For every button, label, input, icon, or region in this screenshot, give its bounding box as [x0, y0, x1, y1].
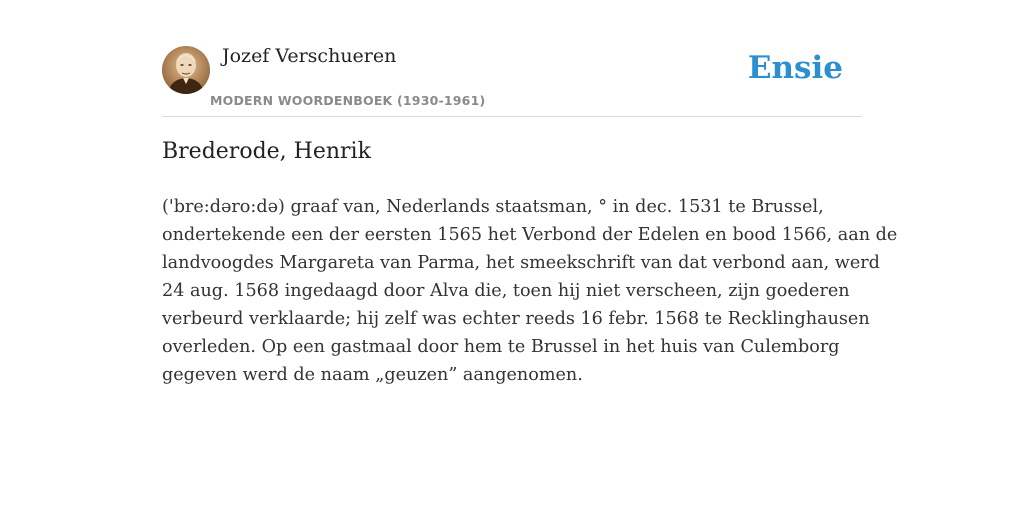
brand-logo[interactable]: Ensie	[747, 50, 843, 86]
author-name[interactable]: Jozef Verschueren	[222, 45, 397, 67]
entry-body-line: landvoogdes Margareta van Parma, het smeekschrift van dat verbond aan, werd	[162, 253, 880, 273]
entry-body-line: overleden. Op een gastmaal door hem te Brussel in het huis van Culemborg	[162, 337, 840, 357]
entry-title: Brederode, Henrik	[162, 139, 371, 164]
page	[162, 0, 898, 385]
entry-body	[162, 193, 898, 389]
author-portrait-icon	[162, 46, 210, 94]
header	[162, 0, 862, 117]
entry-body-line: ('bre:dəro:də) graaf van, Nederlands staatsman, ° in dec. 1531 te Brussel,	[162, 197, 824, 217]
entry-body-line: 24 aug. 1568 ingedaagd door Alva die, toen hij niet verscheen, zijn goederen	[162, 281, 850, 301]
entry-body-line: gegeven werd de naam „geuzen” aangenomen.	[162, 365, 583, 385]
source-label[interactable]: MODERN WOORDENBOEK (1930-1961)	[210, 93, 486, 108]
entry-body-line: ondertekende een der eersten 1565 het Verbond der Edelen en bood 1566, aan de	[162, 225, 898, 245]
entry-body-line: verbeurd verklaarde; hij zelf was echter reeds 16 febr. 1568 te Recklinghausen	[162, 309, 870, 329]
avatar[interactable]	[162, 46, 210, 94]
